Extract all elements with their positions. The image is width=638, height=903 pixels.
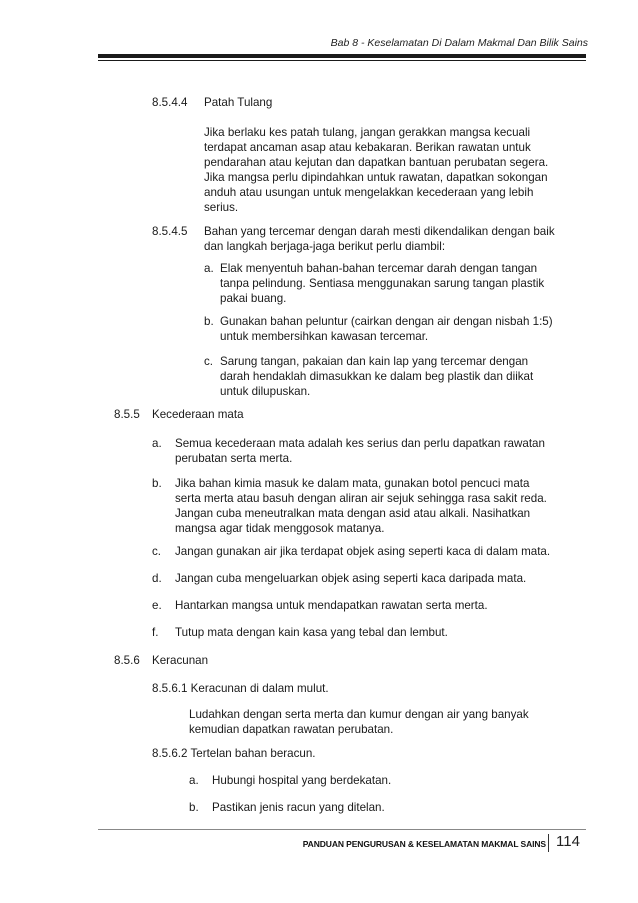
- paragraph-line: Ludahkan dengan serta merta dan kumur dengan air yang banyak: [189, 708, 529, 721]
- list-item-8545-a: [220, 261, 561, 306]
- paragraph-line: dan langkah berjaga-jaga berikut perlu diambil:: [204, 240, 446, 253]
- list-line: serta merta atau basuh dengan aliran air sejuk sehingga rasa sakit reda.: [175, 492, 547, 505]
- list-marker: e.: [152, 599, 162, 612]
- running-header: Bab 8 - Keselamatan Di Dalam Makmal Dan Bilik Sains: [330, 37, 588, 49]
- list-line: Jangan cuba mengeluarkan objek asing seperti kaca daripada mata.: [175, 572, 527, 585]
- list-line: Sarung tangan, pakaian dan kain lap yang tercemar dengan: [220, 355, 529, 368]
- subsection-heading-8562: 8.5.6.2 Tertelan bahan beracun.: [152, 747, 316, 760]
- paragraph-8544: [204, 125, 561, 215]
- list-line: darah hendaklah dimasukkan ke dalam beg plastik dan diikat: [220, 370, 534, 383]
- list-line: Tutup mata dengan kain kasa yang tebal dan lembut.: [175, 626, 448, 639]
- list-marker: a.: [189, 774, 199, 787]
- list-marker: b.: [204, 315, 214, 328]
- paragraph-line: terdapat ancaman asap atau kebakaran. Berikan rawatan untuk: [204, 141, 531, 154]
- section-number-856: 8.5.6: [114, 654, 140, 667]
- list-line: Jangan gunakan air jika terdapat objek asing seperti kaca di dalam mata.: [175, 545, 551, 558]
- list-line: Jika bahan kimia masuk ke dalam mata, gunakan botol pencuci mata: [175, 477, 530, 490]
- paragraph-line: kemudian dapatkan rawatan perubatan.: [189, 723, 394, 736]
- footer-separator: [548, 834, 549, 852]
- paragraph-line: Jika mangsa perlu dipindahkan untuk rawatan, dapatkan sokongan: [204, 171, 548, 184]
- list-item-8562-a: Hubungi hospital yang berdekatan.: [212, 774, 392, 787]
- list-line: Hantarkan mangsa untuk mendapatkan rawatan serta merta.: [175, 599, 488, 612]
- list-line: Elak menyentuh bahan-bahan tercemar darah dengan tangan: [220, 262, 538, 275]
- list-item-855-c: [175, 544, 561, 559]
- list-marker: c.: [204, 355, 214, 368]
- list-line: untuk dilupuskan.: [220, 385, 311, 398]
- list-item-8545-c: [220, 354, 561, 399]
- list-line: Gunakan bahan peluntur (cairkan dengan air dengan nisbah 1:5): [220, 315, 553, 328]
- paragraph-8545: [204, 224, 561, 254]
- list-marker: c.: [152, 545, 162, 558]
- list-marker: f.: [152, 626, 159, 639]
- list-marker: a.: [152, 437, 162, 450]
- section-title-856: Keracunan: [152, 654, 209, 667]
- list-marker: a.: [204, 262, 214, 275]
- section-title-8544: Patah Tulang: [204, 96, 273, 109]
- list-marker: b.: [189, 801, 199, 814]
- paragraph-8561: [189, 707, 561, 737]
- section-number-855: 8.5.5: [114, 408, 140, 421]
- list-item-8562-b: Pastikan jenis racun yang ditelan.: [212, 801, 385, 814]
- list-line: untuk membersihkan kawasan tercemar.: [220, 330, 429, 343]
- paragraph-line: Bahan yang tercemar dengan darah mesti dikendalikan dengan baik: [204, 225, 555, 238]
- running-footer: PANDUAN PENGURUSAN & KESELAMATAN MAKMAL SAINS: [302, 839, 546, 849]
- list-line: perubatan serta merta.: [175, 452, 293, 465]
- section-title-855: Kecederaan mata: [152, 408, 244, 421]
- list-item-855-b: [175, 476, 561, 536]
- list-marker: b.: [152, 477, 162, 490]
- header-rule-thick: [98, 54, 586, 58]
- footer-rule: [98, 829, 586, 830]
- list-line: Semua kecederaan mata adalah kes serius dan perlu dapatkan rawatan: [175, 437, 545, 450]
- section-number-8544: 8.5.4.4: [152, 96, 188, 109]
- paragraph-line: serius.: [204, 201, 239, 214]
- section-number-8545: 8.5.4.5: [152, 225, 188, 238]
- list-item-855-e: [175, 598, 561, 613]
- subsection-heading-8561: 8.5.6.1 Keracunan di dalam mulut.: [152, 682, 329, 695]
- header-rule-thin: [98, 60, 586, 61]
- list-item-855-a: [175, 436, 561, 466]
- list-line: mangsa agar tidak menggosok matanya.: [175, 522, 385, 535]
- list-item-855-f: [175, 625, 561, 640]
- paragraph-line: anduh atau usungan untuk mengelakkan kecederaan yang lebih: [204, 186, 534, 199]
- list-item-8545-b: [220, 314, 561, 344]
- page-number: 114: [556, 833, 580, 850]
- list-line: pakai buang.: [220, 292, 287, 305]
- paragraph-line: pendarahan atau kejutan dan dapatkan bantuan perubatan segera.: [204, 156, 549, 169]
- list-item-855-d: [175, 571, 561, 586]
- list-line: tanpa pelindung. Sentiasa menggunakan sarung tangan plastik: [220, 277, 545, 290]
- paragraph-line: Jika berlaku kes patah tulang, jangan gerakkan mangsa kecuali: [204, 126, 531, 139]
- list-marker: d.: [152, 572, 162, 585]
- list-line: Jangan cuba meneutralkan mata dengan asid atau alkali. Nasihatkan: [175, 507, 531, 520]
